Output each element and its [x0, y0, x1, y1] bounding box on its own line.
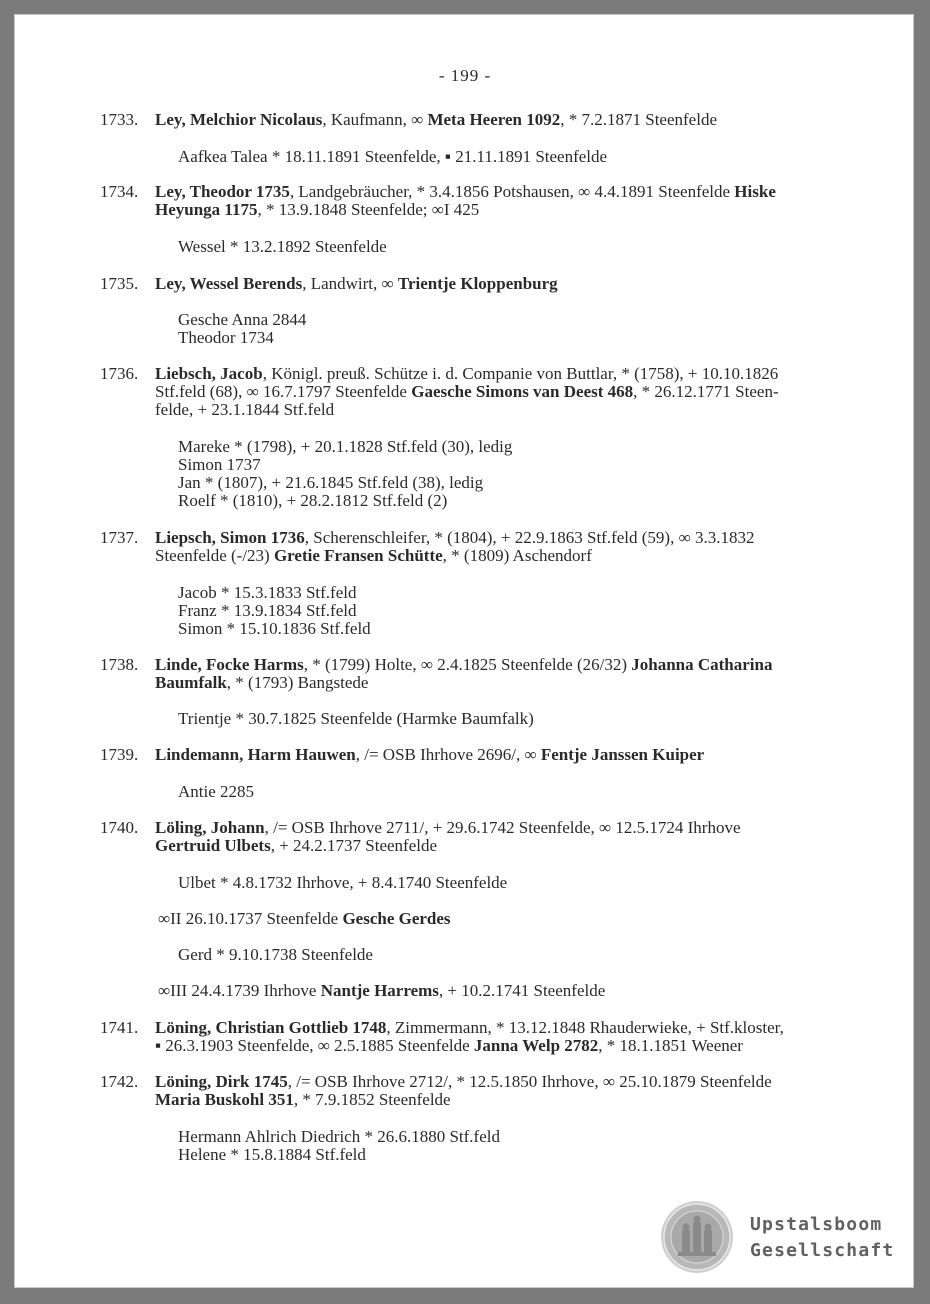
entry-line	[155, 1073, 860, 1091]
child-entry: Mareke * (1798), + 20.1.1828 Stf.feld (30), ledig	[178, 437, 513, 456]
entry-line	[155, 1019, 860, 1037]
entry-detail-text: felde, + 23.1.1844 Stf.feld	[155, 400, 335, 419]
entry-line	[155, 837, 860, 855]
entry-line	[155, 1037, 860, 1055]
entry-number: 1739.	[100, 745, 139, 764]
child-entry: Helene * 15.8.1884 Stf.feld	[178, 1145, 366, 1164]
child-entry: Simon 1737	[178, 455, 261, 474]
genealogy-entry	[100, 746, 860, 764]
entry-name-text: Löling, Johann	[155, 818, 265, 837]
marriage-line	[158, 910, 451, 928]
entry-detail-text: , Kaufmann, ∞	[322, 110, 428, 129]
entry-text	[155, 183, 860, 219]
entry-detail-text: , /= OSB Ihrhove 2696/, ∞	[355, 745, 541, 764]
genealogy-entry	[100, 1073, 860, 1109]
entry-detail-text: , * 7.2.1871 Steenfelde	[560, 110, 717, 129]
child-entry: Simon * 15.10.1836 Stf.feld	[178, 619, 371, 638]
entry-detail-text: , * (1799) Holte, ∞ 2.4.1825 Steenfelde (26/32)	[303, 655, 632, 674]
child-entry: Gesche Anna 2844	[178, 310, 307, 329]
genealogy-entry	[100, 656, 860, 692]
entry-detail-text: , * (1809) Aschendorf	[442, 546, 592, 565]
entry-name-text: Lindemann, Harm Hauwen	[155, 745, 356, 764]
entry-number: 1735.	[100, 274, 139, 293]
entry-detail-text: , Landwirt, ∞	[302, 274, 398, 293]
entry-detail-text: , * 7.9.1852 Steenfelde	[293, 1090, 451, 1109]
entry-name-text: Liebsch, Jacob	[155, 364, 263, 383]
entry-name-text: Meta Heeren 1092	[427, 110, 561, 129]
entry-detail-text: Steenfelde (-/23)	[155, 546, 274, 565]
entry-line	[155, 383, 860, 401]
logo-line-1: Upstalsboom	[750, 1214, 883, 1235]
entry-name-text: Linde, Focke Harms	[155, 655, 304, 674]
entry-number: 1738.	[100, 655, 139, 674]
entry-name-text: Johanna Catharina	[631, 655, 773, 674]
entry-detail-text: , Zimmermann, * 13.12.1848 Rhauderwieke, + Stf.kloster,	[386, 1018, 784, 1037]
entry-detail-text: , * (1793) Bangstede	[226, 673, 369, 692]
entry-name-text: Gretie Fransen Schütte	[273, 546, 443, 565]
child-entry: Jan * (1807), + 21.6.1845 Stf.feld (38), ledig	[178, 473, 484, 492]
entry-line	[155, 111, 860, 129]
entry-text	[155, 1019, 860, 1055]
entry-detail-text: , + 10.2.1741 Steenfelde	[438, 981, 606, 1000]
genealogy-entry	[100, 111, 860, 129]
entry-number: 1736.	[100, 364, 139, 383]
entry-name-text: Ley, Melchior Nicolaus	[155, 110, 323, 129]
entry-text	[155, 819, 860, 855]
society-logo	[660, 1200, 900, 1274]
entry-name-text: Fentje Janssen Kuiper	[540, 745, 705, 764]
genealogy-entry	[100, 529, 860, 565]
marriage-line	[158, 982, 605, 1000]
entry-line	[155, 819, 860, 837]
entry-name-text: Maria Buskohl 351	[155, 1090, 294, 1109]
entry-name-text: Heyunga 1175	[155, 200, 258, 219]
entry-detail-text: , + 24.2.1737 Steenfelde	[270, 836, 438, 855]
genealogy-entry	[100, 819, 860, 855]
entry-detail-text: , Königl. preuß. Schütze i. d. Companie von Buttlar, * (1758), + 10.10.1826	[262, 364, 779, 383]
entry-line	[155, 1091, 860, 1109]
genealogy-entry	[100, 275, 860, 293]
entry-line	[155, 201, 860, 219]
entry-text	[155, 1073, 860, 1109]
entry-detail-text: Stf.feld (68), ∞ 16.7.1797 Steenfelde	[155, 382, 412, 401]
entry-detail-text: , * 18.1.1851 Weener	[598, 1036, 743, 1055]
entry-detail-text: ∞III 24.4.1739 Ihrhove	[158, 981, 321, 1000]
entry-name-text: Gesche Gerdes	[342, 909, 451, 928]
entry-detail-text: , /= OSB Ihrhove 2712/, * 12.5.1850 Ihrhove, ∞ 25.10.1879 Steenfelde	[287, 1072, 772, 1091]
logo-line-2: Gesellschaft	[750, 1240, 895, 1261]
entry-name-text: Löning, Christian Gottlieb 1748	[155, 1018, 387, 1037]
entry-detail-text: , Scherenschleifer, * (1804), + 22.9.1863 Stf.feld (59), ∞ 3.3.1832	[304, 528, 755, 547]
entry-number: 1734.	[100, 182, 139, 201]
entry-line	[155, 183, 860, 201]
entry-line	[155, 529, 860, 547]
entry-detail-text: , * 13.9.1848 Steenfelde; ∞I 425	[257, 200, 480, 219]
entry-line	[155, 746, 860, 764]
child-entry: Jacob * 15.3.1833 Stf.feld	[178, 583, 357, 602]
entry-line	[155, 401, 860, 419]
entry-number: 1733.	[100, 110, 139, 129]
entry-name-text: Hiske	[734, 182, 776, 201]
entry-name-text: Nantje Harrems	[320, 981, 439, 1000]
child-entry: Wessel * 13.2.1892 Steenfelde	[178, 237, 387, 256]
page-number: - 199 -	[438, 66, 492, 85]
entry-line	[155, 547, 860, 565]
child-entry: Hermann Ahlrich Diedrich * 26.6.1880 Stf.feld	[178, 1127, 500, 1146]
entry-name-text: Baumfalk	[155, 673, 227, 692]
entry-name-text: Janna Welp 2782	[473, 1036, 599, 1055]
entry-detail-text: , Landgebräucher, * 3.4.1856 Potshausen, ∞ 4.4.1891 Steenfelde	[289, 182, 735, 201]
entry-name-text: Liepsch, Simon 1736	[155, 528, 305, 547]
entry-name-text: Ley, Theodor 1735	[155, 182, 290, 201]
child-entry: Aafkea Talea * 18.11.1891 Steenfelde, ▪ 21.11.1891 Steenfelde	[178, 147, 608, 166]
entry-line	[155, 674, 860, 692]
child-entry: Franz * 13.9.1834 Stf.feld	[178, 601, 357, 620]
entry-number: 1740.	[100, 818, 139, 837]
entry-text	[155, 746, 860, 764]
entry-text	[155, 656, 860, 692]
child-entry: Ulbet * 4.8.1732 Ihrhove, + 8.4.1740 Steenfelde	[178, 873, 508, 892]
seal-icon	[660, 1200, 734, 1274]
entry-text	[155, 111, 860, 129]
entry-text	[155, 275, 860, 293]
genealogy-entry	[100, 365, 860, 419]
entry-line	[155, 365, 860, 383]
entry-detail-text: , * 26.12.1771 Steen-	[633, 382, 779, 401]
entry-text	[155, 365, 860, 419]
child-entry: Gerd * 9.10.1738 Steenfelde	[178, 945, 373, 964]
entry-name-text: Gaesche Simons van Deest 468	[411, 382, 634, 401]
entry-number: 1741.	[100, 1018, 139, 1037]
entry-number: 1737.	[100, 528, 139, 547]
entry-detail-text: ∞II 26.10.1737 Steenfelde	[158, 909, 343, 928]
entry-detail-text: , /= OSB Ihrhove 2711/, + 29.6.1742 Steenfelde, ∞ 12.5.1724 Ihrhove	[264, 818, 741, 837]
child-entry: Trientje * 30.7.1825 Steenfelde (Harmke Baumfalk)	[178, 709, 534, 728]
entry-detail-text: ▪ 26.3.1903 Steenfelde, ∞ 2.5.1885 Steenfelde	[155, 1036, 474, 1055]
entry-line	[155, 656, 860, 674]
genealogy-entry	[100, 183, 860, 219]
child-entry: Theodor 1734	[178, 328, 274, 347]
genealogy-entry	[100, 1019, 860, 1055]
entry-name-text: Löning, Dirk 1745	[155, 1072, 288, 1091]
child-entry: Antie 2285	[178, 782, 255, 801]
entry-name-text: Gertruid Ulbets	[155, 836, 271, 855]
entry-name-text: Ley, Wessel Berends	[155, 274, 303, 293]
entry-name-text: Trientje Kloppenburg	[397, 274, 558, 293]
entry-number: 1742.	[100, 1072, 139, 1091]
child-entry: Roelf * (1810), + 28.2.1812 Stf.feld (2)	[178, 491, 448, 510]
entry-text	[155, 529, 860, 565]
entry-line	[155, 275, 860, 293]
